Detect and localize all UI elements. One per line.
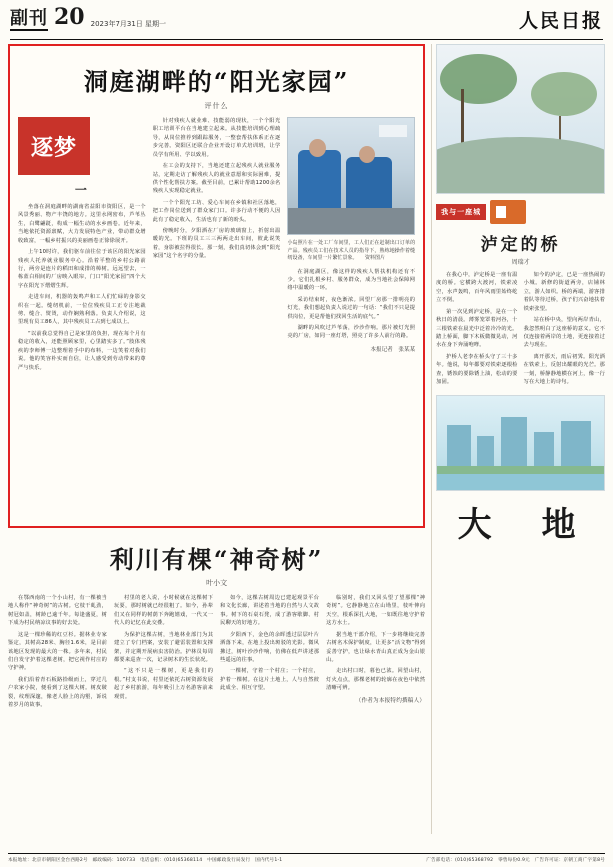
secondary-article-title: 利川有棵“神奇树” — [109, 545, 324, 574]
foliage-icon — [531, 72, 598, 116]
page-body — [8, 44, 605, 834]
section-marker: 一 — [74, 183, 89, 197]
hill-shape — [436, 137, 605, 193]
feature-columns — [18, 117, 415, 535]
river-shape — [437, 474, 604, 491]
body-text: 如今，这棵古树周边已建起观景平台和文化长廊，讲述着当地的自然与人文故事。树下的石桌石凳，成了游客歇脚、村民聊天的好地方。 夕阳西下，金色的余晖透过层层叶片洒落下来，在地上投出斑驳的光影。微风拂过，树叶沙沙作响，仿佛在低声讲述那些遥远的往事。 一棵树，守着一个村庄；一个村庄，护着一棵树。在这片土地上，人与自然彼此成全、相互守望。 — [220, 595, 320, 692]
footer-right-text: 广告部电话：(010)65368792 零售每份0.9元 广告许可证：京朝工商广字第8号 — [426, 858, 605, 863]
featured-article-box — [8, 44, 425, 528]
seal-graphic: 逐梦 — [18, 117, 90, 175]
decorative-illustration — [436, 44, 605, 194]
body-text: 坐落在洞庭湖畔的湖南省益阳市资阳区，是一个风景秀丽、物产丰饶的地方。这里水网密布，芦苇丛生，白鹭翩跹，构成一幅生动的水乡画卷。近年来，当地依托资源禀赋，大力发展特色产业，带动群众增收致富，一幅乡村振兴的美丽画卷正徐徐展开。 上午10时许，我们驱车前往位于该区的阳光家园残疾人托养就业服务中心。沿着平整的乡村公路前行，两旁是连片的稻田和成排的樟树。远远望去，一栋蓝白相间的厂房映入眼帘，门口“阳光家园”四个大字在阳光下熠熠生辉。 走进车间，机器的轰鸣声和工人们忙碌的身影交织在一起。缝纫机前，一位位残疾员工正专注地裁剪、缝合、熨烫，动作娴熟利落。负责人介绍说，这里现有员工86人，其中残疾员工占到七成以上。 “以前我总觉得自己是家里的负担，现在每个月有稳定的收入，还能照顾家里，心里踏实多了。”肢体残疾的李师傅一边整理着手中的布料，一边笑着对我们说。他的笑容朴实而自信，让人感受到劳动带来的尊严与快乐。 — [18, 204, 146, 371]
body-text: 针对残疾人就业难、技能弱的现状，一个个阳光职工培训平台在当地建立起来。从技能培训到心理疏导，从岗位推荐到跟踪服务，一整套帮扶体系正在逐步完善。资阳区还联合企业开设订单式培训班，让学员学有所用、学以致用。 在工会的支持下，当地还建立起残疾人就业服务站，定期走访了解残疾人的就业意愿和实际困难，提供个性化帮扶方案。截至目前，已累计帮助1200余名残疾人实现稳定就业。 一个个阳光工坊、爱心车间在乡镇和社区落地，把工作岗位送到了群众家门口。许多行动不便的人因此有了稳定收入，生活也有了新的盼头。 傍晚时分，夕阳洒在厂房的玻璃窗上，折射出温暖的光。下班的员工三三两两走出车间，彼此说笑着，身影被拉得很长。那一刻，我们真切体会到“阳光家园”这个名字的分量。 — [152, 118, 281, 260]
body-text: 在鄂西南的一个小山村，有一棵被当地人称作“神奇树”的古树。它枝干虬劲，树冠如盖，树龄已逾千年。每逢盛夏，树下成为村民纳凉议事的好去处。 这是一棵珍稀的红豆杉。据林业专家鉴定，其树高28米、胸径1.6米，是目前该地区发现的最大的一株。多年来，村民们自发守护着这棵老树，把它视作村庄的守护神。 我们沿着青石板路拾级而上，穿过几户农家小院，便看到了这棵大树。树皮皲裂，纹理深邃，像老人脸上的沟壑，诉说着岁月的故事。 — [8, 595, 108, 709]
left-zone — [8, 44, 425, 834]
publication-date: 2023年7月31日 星期一 — [90, 20, 167, 28]
body-text: 临别时，我们又回头望了望那棵“神奇树”。它静静地立在山坳里，枝叶伸向天空，根系深扎大地，一如既往地守护着这方水土。 据当地干部介绍，下一步将继续完善古树名木保护制度，让更多“活文物”得到妥善守护，也让绿水青山真正成为金山银山。 走出村口时，暮色已浓。回望山村，灯火点点，那棵老树的轮廓在夜色中依然清晰可辨。 （作者为本报特约撰稿人） — [326, 594, 425, 844]
feature-byline: 评什么 — [204, 102, 229, 110]
right-article-columns — [436, 271, 605, 389]
secondary-article-byline: 叶小文 — [206, 579, 228, 587]
body-text: 村里的老人说，小时候就在这棵树下玩耍，那时树就已经很粗了。如今，孙辈们又在同样的树荫下奔跑嬉戏，一代又一代人的记忆在此交叠。 为保护这棵古树，当地林业部门为其建立了专门档案，安装了避雷装置和支撑架，并定期开展病虫害防治。护林员每周都要来巡查一次，记录树木的生长状况。 “这不只是一棵树，更是我们的根。”村支书说，村里还依托古树资源发展起了乡村旅游，每年吸引上万名游客前来观赏。 — [114, 595, 214, 700]
right-article-title: 泸定的桥 — [480, 235, 561, 255]
feature-column-2 — [153, 117, 281, 535]
secondary-article-columns — [8, 594, 425, 844]
foliage-icon — [440, 54, 517, 104]
body-text: 如今的泸定，已是一座热闹的小城。新修的街道两旁，店铺林立，游人如织。桥的两端，游客排着队等待过桥，孩子们兴奋地扶着铁索张望。 站在桥中央，望向两岸青山，我忽然明白了这座桥的意义。它不仅连接着两岸的土地，更连接着过去与现在。 离开那天，雨后初霁。阳光洒在铁索上，反射出耀眼的光芒。那一刻，桥静静地横在河上，像一行写在大地上的诗句。 — [523, 272, 605, 386]
page-title: 洞庭湖畔的“阳光家园” — [83, 67, 350, 96]
feature-photo — [287, 117, 415, 235]
article-signature: （作者为本报特约撰稿人） — [355, 697, 426, 704]
paper-name: 人民日报 — [518, 10, 603, 32]
body-text: 在洞庭湖区，像这样的残疾人帮扶机构还有不少。它们扎根乡村、服务群众，成为当地社会保障网络中温暖的一环。 采访结束时，夜色渐浓。回望厂房那一排明亮的灯光，我们想起负责人说过的一句话：“我们不只是提供岗位，更是帮他们找回生活的底气。” 湖畔的风吹过芦苇荡，沙沙作响。那片被灯光照亮的厂房，如同一座灯塔，照亮了许多人前行的路。 — [287, 268, 416, 340]
section-label: 副刊 — [10, 8, 48, 29]
house-icon — [490, 200, 526, 224]
page-footer — [8, 853, 605, 863]
photo-caption: 小岛照片在一处工厂车间里，工人们正在赶制出口订单的产品。残疾员工们在技术人员的指导下，熟练地操作着缝纫设备，车间里一片繁忙景象。 资料图片 — [287, 240, 416, 261]
footer-left-text: 本报地址：北京市朝阳区金台西路2号 邮政编码：100733 电话总机：(010)65368114 中国邮政发行局发行 国内代号1-1 — [8, 858, 283, 863]
masthead-left — [10, 6, 166, 31]
masthead-rule — [10, 39, 603, 40]
feature-column-1 — [18, 117, 146, 535]
photo-machine — [288, 208, 414, 234]
photo-lamp — [379, 125, 407, 137]
supplement-title: 大 地 — [457, 505, 584, 546]
right-article-byline: 周瑞才 — [511, 259, 530, 266]
right-zone — [431, 44, 605, 834]
article-signature: 本报记者 张某某 — [370, 346, 416, 353]
page-number: 20 — [54, 4, 85, 30]
column-badge — [436, 200, 605, 224]
body-text: 在我心中，泸定桥是一座有温度的桥。它横跨大渡河，铁索凌空，水声轰鸣，百年风雨里始终屹立不倒。 第一次见到泸定桥，是在一个秋日的清晨。薄雾笼罩着河谷，十三根铁索在晨光中泛着冷冷的光。踏上桥面，脚下木板微微晃动，河水在身下奔涌咆哮。 护桥人老李在桥头守了三十多年。他说，每年都要对铁索逐根检查，锈蚀的要除锈上油，松动的要加固。 — [436, 272, 518, 386]
feature-column-3 — [287, 117, 415, 535]
city-illustration — [436, 395, 605, 491]
masthead — [8, 6, 605, 36]
column-badge-label: 我与一座城 — [436, 204, 486, 220]
